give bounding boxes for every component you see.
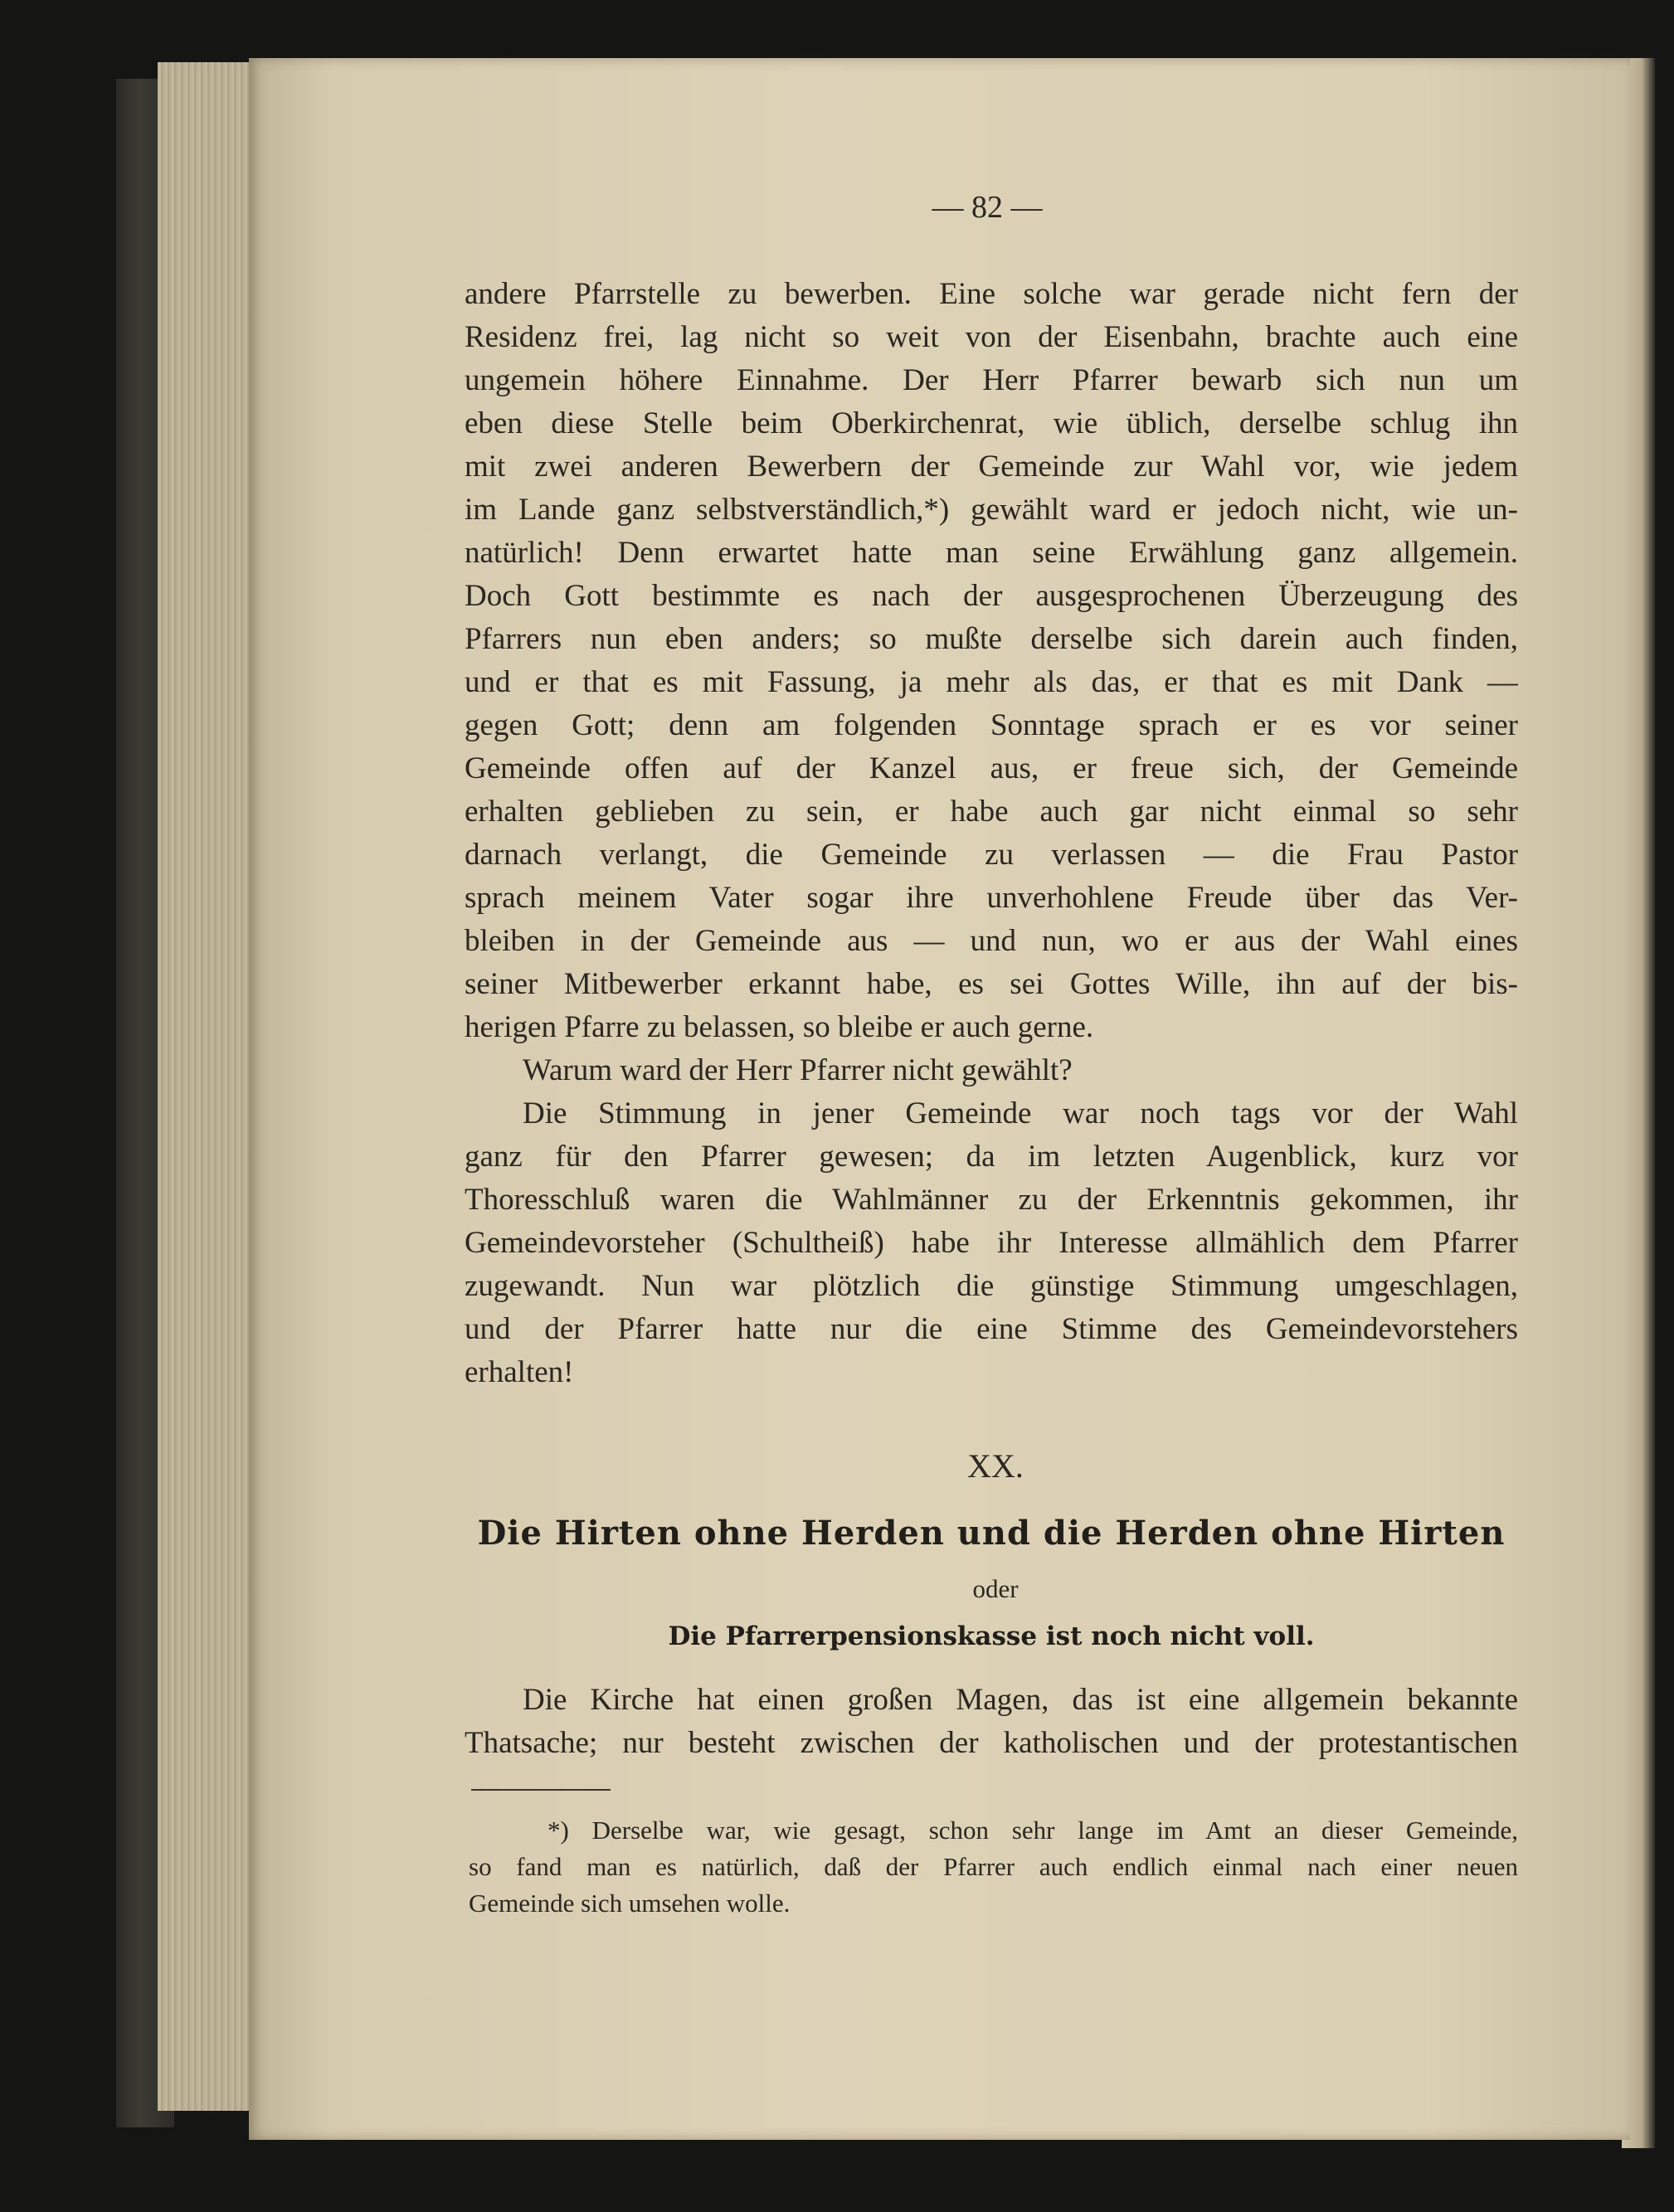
body-line: ungemein höhere Einnahme. Der Herr Pfarrer bewarb sich nun um [465, 363, 1518, 397]
body-line: eben diese Stelle beim Oberkirchenrat, wie üblich, derselbe schlug ihn [465, 406, 1518, 440]
body-line: Die Kirche hat einen großen Magen, das ist eine allgemein bekannte [523, 1683, 1518, 1717]
body-line: darnach verlangt, die Gemeinde zu verlassen — die Frau Pastor [465, 838, 1518, 872]
body-line: Residenz frei, lag nicht so weit von der Eisenbahn, brachte auch eine [465, 320, 1518, 354]
body-line: gegen Gott; denn am folgenden Sonntage sprach er es vor seiner [465, 708, 1518, 742]
body-line: erhalten! [465, 1355, 574, 1389]
body-line: Gemeinde offen auf der Kanzel aus, er freue sich, der Gemeinde [465, 751, 1518, 785]
body-line: ganz für den Pfarrer gewesen; da im letzten Augenblick, kurz vor [465, 1140, 1518, 1174]
body-line: seiner Mitbewerber erkannt habe, es sei Gottes Wille, ihn auf der bis- [465, 967, 1518, 1001]
body-line: herigen Pfarre zu belassen, so bleibe er auch gerne. [465, 1010, 1094, 1044]
question-line: Warum ward der Herr Pfarrer nicht gewählt? [523, 1053, 1073, 1087]
body-line: erhalten geblieben zu sein, er habe auch gar nicht einmal so sehr [465, 795, 1518, 829]
body-line: andere Pfarrstelle zu bewerben. Eine solche war gerade nicht fern der [465, 277, 1518, 311]
body-line: sprach meinem Vater sogar ihre unverhohlene Freude über das Ver- [465, 881, 1518, 915]
chapter-subtitle: Die Pfarrerpensionskasse ist noch nicht voll. [668, 1621, 1315, 1651]
footnote-line: so fand man es natürlich, daß der Pfarrer auch endlich einmal nach einer neuen [469, 1852, 1518, 1881]
chapter-title: Die Hirten ohne Herden und die Herden ohne Hirten [477, 1514, 1506, 1553]
body-line: bleiben in der Gemeinde aus — und nun, wo er aus der Wahl eines [465, 924, 1518, 958]
footnote-rule [471, 1789, 611, 1791]
body-line: und der Pfarrer hatte nur die eine Stimme des Gemeindevorstehers [465, 1312, 1518, 1346]
body-line: Thoresschluß waren die Wahlmänner zu der Erkenntnis gekommen, ihr [465, 1183, 1518, 1217]
body-line: Doch Gott bestimmte es nach der ausgesprochenen Überzeugung des [465, 579, 1518, 613]
body-line: Die Stimmung in jener Gemeinde war noch tags vor der Wahl [523, 1096, 1518, 1130]
chapter-oder: oder [972, 1574, 1019, 1603]
footnote-line: *) Derselbe war, wie gesagt, schon sehr lange im Amt an dieser Gemeinde, [547, 1816, 1518, 1845]
body-line: Gemeindevorsteher (Schultheiß) habe ihr Interesse allmählich dem Pfarrer [465, 1226, 1518, 1260]
chapter-number: XX. [967, 1447, 1024, 1485]
footnote-line: Gemeinde sich umsehen wolle. [469, 1889, 791, 1918]
body-line: natürlich! Denn erwartet hatte man seine Erwählung ganz allgemein. [465, 536, 1518, 570]
page-number: — 82 — [932, 190, 1043, 225]
body-line: mit zwei anderen Bewerbern der Gemeinde zur Wahl vor, wie jedem [465, 450, 1518, 484]
body-line: zugewandt. Nun war plötzlich die günstige Stimmung umgeschlagen, [465, 1269, 1518, 1303]
body-line: Pfarrers nun eben anders; so mußte derselbe sich darein auch finden, [465, 622, 1518, 656]
body-line: Thatsache; nur besteht zwischen der katholischen und der protestantischen [465, 1726, 1518, 1760]
body-line: und er that es mit Fassung, ja mehr als das, er that es mit Dank — [465, 665, 1518, 699]
body-line: im Lande ganz selbstverständlich,*) gewählt ward er jedoch nicht, wie un- [465, 493, 1518, 527]
